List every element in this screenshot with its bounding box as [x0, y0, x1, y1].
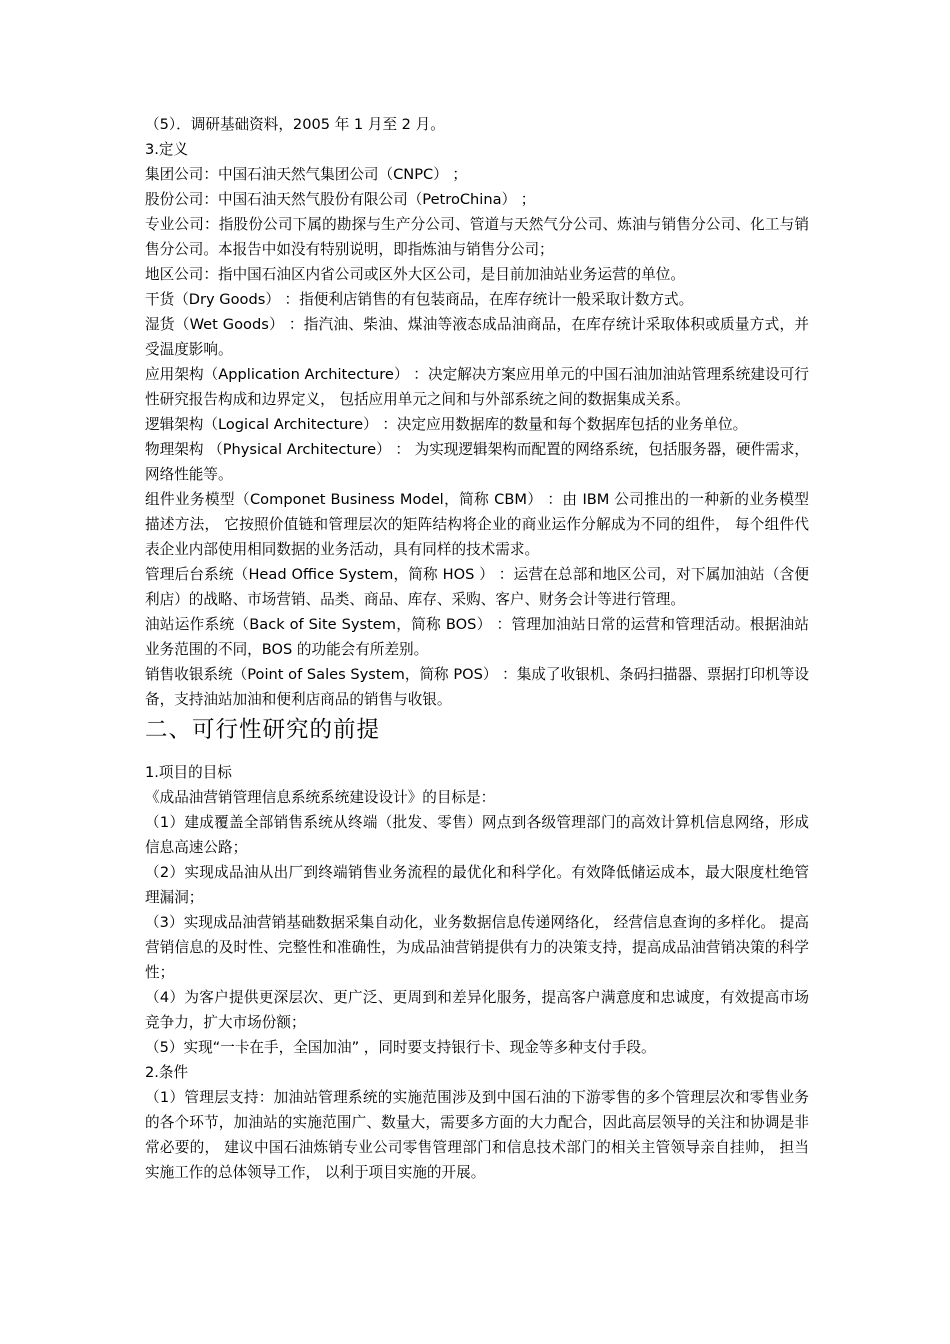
definition-hos: 管理后台系统（Head Office System，简称 HOS ） ：运营在总部和地区公司，对下属加油站（含便利店）的战略、市场营销、品类、商品、库存、采购、客户、财务会计等进行管理。	[145, 566, 809, 608]
definition-logical-architecture: 逻辑架构（Logical Architecture） ：决定应用数据库的数量和每个数据库包括的业务单位。	[145, 416, 748, 433]
condition-item-1: （1）管理层支持：加油站管理系统的实施范围涉及到中国石油的下游零售的多个管理层次和零售业务的各个环节，加油站的实施范围广、数量大，需要多方面的大力配合，因此高层领导的关注和协调是非常必要的， 建议中国石油炼销专业公司零售管理部门和信息技术部门的相关主管领导亲自挂帅， 担当实施工作的总体领导工作， 以利于项目实施的开展。	[145, 1089, 809, 1181]
definition-application-architecture: 应用架构（Application Architecture） ：决定解决方案应用单元的中国石油加油站管理系统建设可行性研究报告构成和边界定义， 包括应用单元之间和与外部系统之间的数据集成关系。	[145, 366, 809, 408]
heading-project-goals: 1.项目的目标	[145, 764, 232, 781]
definition-pos: 销售收银系统（Point of Sales System，简称 POS） ：集成了收银机、条码扫描器、票据打印机等设备，支持油站加油和便利店商品的销售与收银。	[145, 666, 809, 708]
definition-group-company: 集团公司：中国石油天然气集团公司（CNPC） ；	[145, 166, 468, 183]
paragraph-research-materials: （5）．调研基础资料，2005 年 1 月至 2 月。	[145, 116, 445, 133]
definition-regional-company: 地区公司：指中国石油区内省公司或区外大区公司，是目前加油站业务运营的单位。	[145, 266, 685, 283]
definition-dry-goods: 干货（Dry Goods） ：指便利店销售的有包装商品，在库存统计一般采取计数方式。	[145, 291, 694, 308]
definition-physical-architecture: 物理架构 （Physical Architecture） ： 为实现逻辑架构而配置的网络系统，包括服务器，硬件需求，网络性能等。	[145, 441, 809, 483]
definition-stock-company: 股份公司：中国石油天然气股份有限公司（PetroChina） ；	[145, 191, 536, 208]
paragraph-goals-intro: 《成品油营销管理信息系统系统建设设计》的目标是：	[145, 789, 496, 806]
definition-bos: 油站运作系统（Back of Site System，简称 BOS） ：管理加油站日常的运营和管理活动。根据油站业务范围的不同，BOS 的功能会有所差别。	[145, 616, 809, 658]
goal-item-2: （2）实现成品油从出厂到终端销售业务流程的最优化和科学化。有效降低储运成本，最大限度杜绝管理漏洞；	[145, 864, 809, 906]
section-heading: 二、可行性研究的前提	[145, 717, 381, 743]
goal-item-1: （1）建成覆盖全部销售系统从终端（批发、零售）网点到各级管理部门的高效计算机信息网络，形成信息高速公路；	[145, 814, 809, 856]
definition-professional-company: 专业公司：指股份公司下属的勘探与生产分公司、管道与天然气分公司、炼油与销售分公司、化工与销售分公司。本报告中如没有特别说明，即指炼油与销售分公司；	[145, 216, 809, 258]
document-body	[145, 112, 809, 1185]
definition-cbm: 组件业务模型（Componet Business Model，简称 CBM） ：由 IBM 公司推出的一种新的业务模型描述方法， 它按照价值链和管理层次的矩阵结构将企业的商业运作分解成为不同的组件， 每个组件代表企业内部使用相同数据的业务活动，具有同样的技术需求。	[145, 491, 809, 558]
goal-item-4: （4）为客户提供更深层次、更广泛、更周到和差异化服务，提高客户满意度和忠诚度，有效提高市场竞争力，扩大市场份额；	[145, 989, 809, 1031]
heading-conditions: 2.条件	[145, 1064, 189, 1081]
goal-item-5: （5）实现“一卡在手，全国加油” ，同时要支持银行卡、现金等多种支付手段。	[145, 1039, 656, 1056]
definition-wet-goods: 湿货（Wet Goods） ：指汽油、柴油、煤油等液态成品油商品，在库存统计采取体积或质量方式，并受温度影响。	[145, 316, 809, 358]
heading-definitions: 3.定义	[145, 141, 189, 158]
goal-item-3: （3）实现成品油营销基础数据采集自动化，业务数据信息传递网络化， 经营信息查询的多样化。 提高营销信息的及时性、完整性和准确性，为成品油营销提供有力的决策支持，提高成品油营销决策的科学性；	[145, 914, 809, 981]
